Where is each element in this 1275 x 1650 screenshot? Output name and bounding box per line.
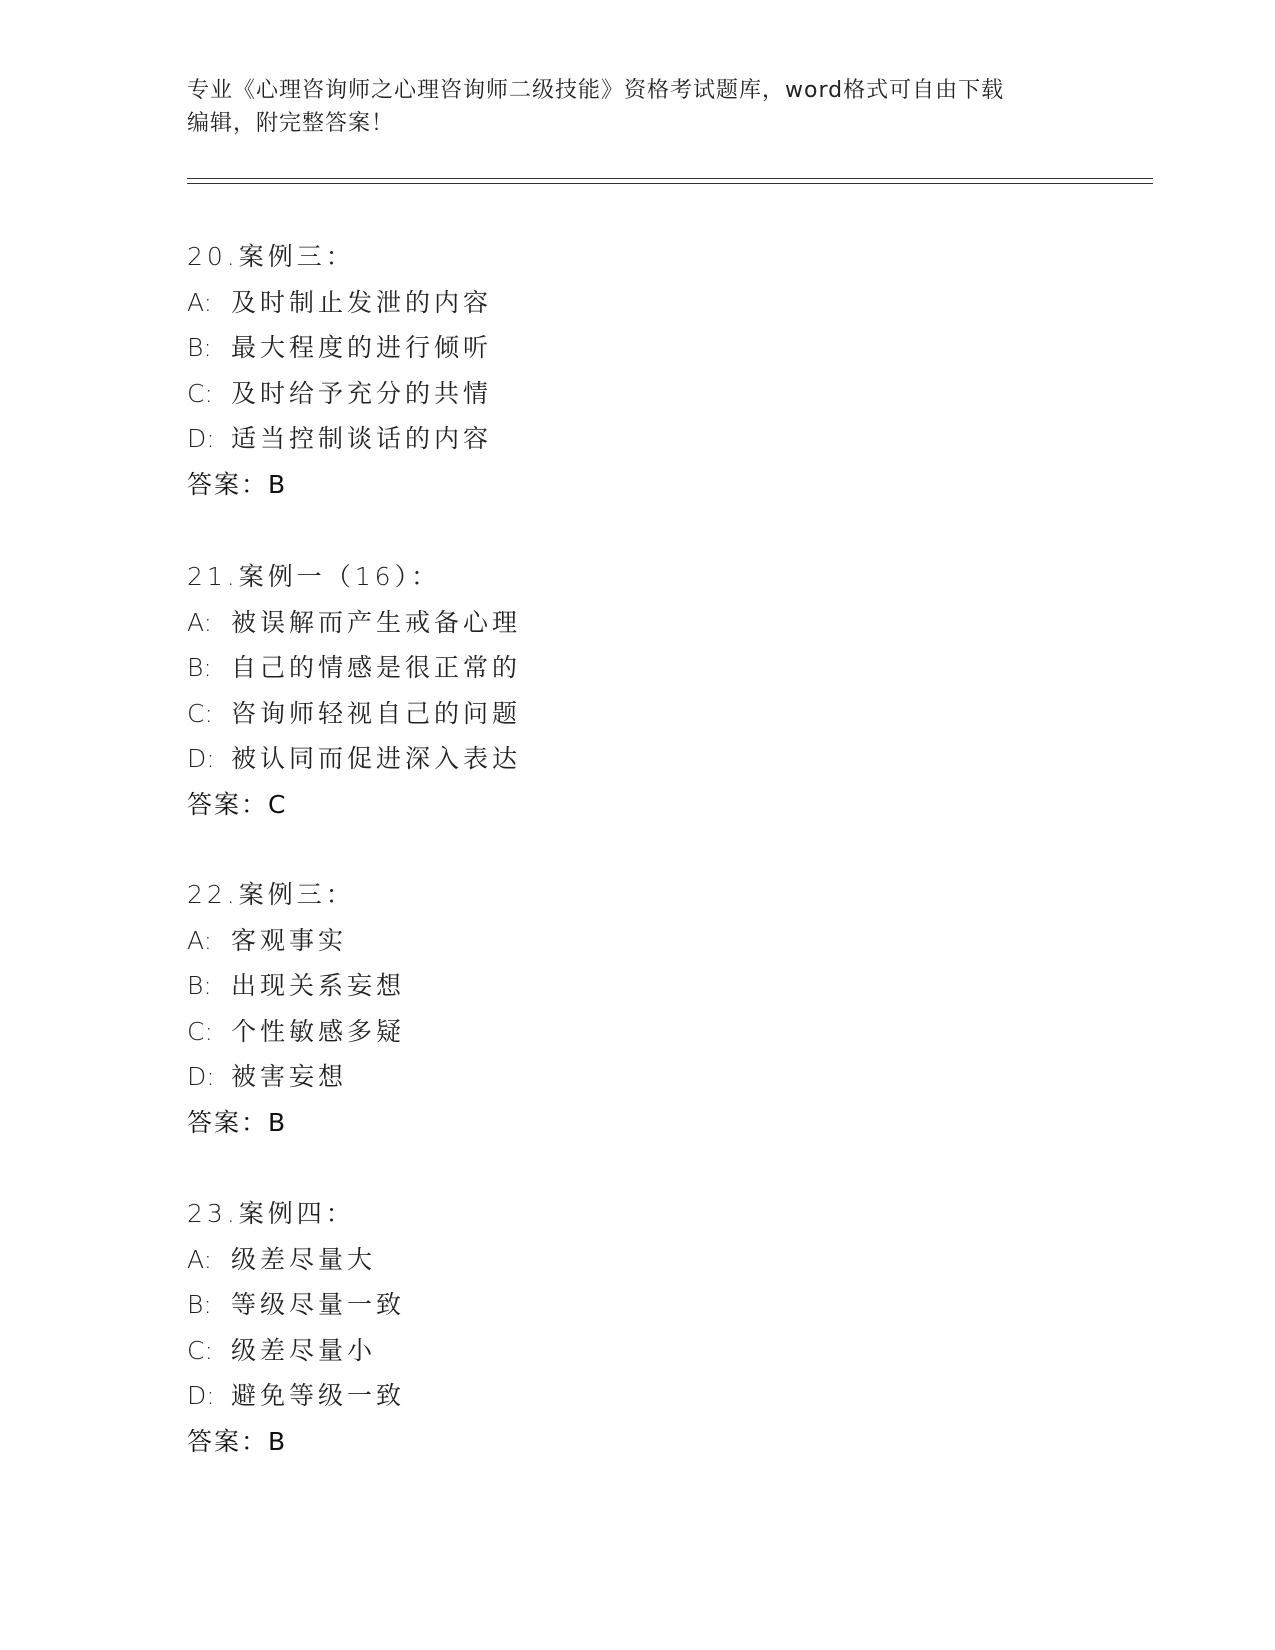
option-letter: C: [187,698,213,728]
header-divider-top [187,178,1153,179]
option-letter: B: [187,1290,212,1319]
option-a [187,918,887,964]
option-b [187,1282,887,1328]
option-letter: B: [187,971,212,1000]
option-text: 出现关系妄想 [231,971,406,1000]
option-a [187,280,887,326]
option-c [187,371,887,417]
answer-line: 答案：B [187,1426,288,1456]
option-d [187,416,887,462]
option-text: 等级尽量一致 [231,1290,406,1319]
option-d [187,1054,887,1100]
document-header [187,74,1067,140]
option-letter: B: [187,333,212,362]
option-b [187,325,887,371]
option-text: 个性敏感多疑 [231,1016,406,1046]
option-letter: A: [187,925,213,955]
option-text: 适当控制谈话的内容 [231,424,493,453]
option-letter: A: [187,607,213,637]
header-line-1: 专业《心理咨询师之心理咨询师二级技能》资格考试题库，word格式可自由下载 [187,78,1005,103]
option-text: 及时给予充分的共情 [231,378,493,408]
option-text: 最大程度的进行倾听 [231,333,493,362]
header-divider-bottom [187,183,1153,184]
question-title: 20.案例三： [187,242,355,271]
question-block [187,554,887,827]
option-letter: A: [187,1244,213,1274]
option-letter: C: [187,378,213,408]
option-text: 咨询师轻视自己的问题 [231,698,522,728]
option-a [187,1237,887,1283]
question-title: 22.案例三： [187,880,355,909]
option-text: 客观事实 [231,925,348,955]
option-letter: D: [187,1062,215,1091]
question-block [187,234,887,507]
option-c [187,691,887,737]
answer-line: 答案：B [187,469,288,499]
option-text: 级差尽量小 [231,1335,377,1365]
option-text: 被误解而产生戒备心理 [231,607,522,637]
option-letter: C: [187,1335,213,1365]
option-text: 及时制止发泄的内容 [231,287,493,317]
option-text: 被害妄想 [231,1062,348,1091]
question-title: 23.案例四： [187,1199,355,1228]
option-letter: D: [187,744,215,773]
option-letter: A: [187,287,213,317]
option-d [187,736,887,782]
answer-line: 答案：C [187,789,288,819]
option-letter: D: [187,1381,215,1410]
option-text: 级差尽量大 [231,1244,377,1274]
question-block [187,1191,887,1464]
option-text: 自己的情感是很正常的 [231,653,522,682]
question-block [187,872,887,1145]
option-letter: C: [187,1016,213,1046]
answer-line: 答案：B [187,1107,288,1137]
option-text: 被认同而促进深入表达 [231,744,522,773]
header-line-2: 编辑，附完整答案！ [187,111,395,136]
option-letter: B: [187,653,212,682]
option-d [187,1373,887,1419]
option-letter: D: [187,424,215,453]
option-text: 避免等级一致 [231,1381,406,1410]
option-c [187,1328,887,1374]
option-b [187,645,887,691]
question-title: 21.案例一（16）： [187,562,441,591]
option-a [187,600,887,646]
option-b [187,963,887,1009]
option-c [187,1009,887,1055]
